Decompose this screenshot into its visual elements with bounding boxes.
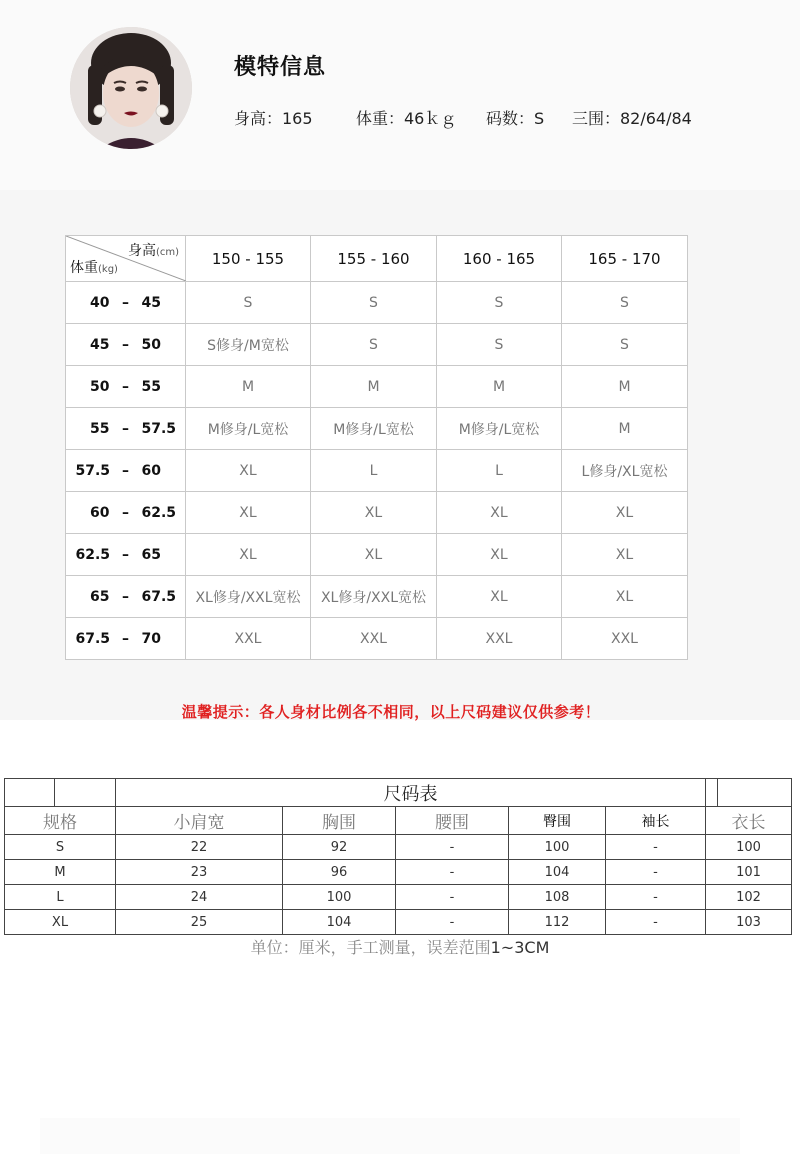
height-range-header: 165 - 170	[562, 236, 688, 282]
cell-length: 102	[706, 885, 792, 910]
height-range-header: 155 - 160	[311, 236, 437, 282]
size-cell: S	[562, 282, 688, 324]
size-cell: XL	[186, 492, 311, 534]
size-chart-row	[5, 860, 792, 885]
size-cell: S修身/M宽松	[186, 324, 311, 366]
weight-range-label: 57.5 – 60	[66, 450, 186, 492]
size-cell: S	[437, 324, 562, 366]
grid-row	[66, 408, 688, 450]
cell-waist: -	[396, 885, 509, 910]
size-cell: L修身/XL宽松	[562, 450, 688, 492]
size-cell: XXL	[562, 618, 688, 660]
col-header-length: 衣长	[706, 807, 792, 835]
title-row-empty-cell	[55, 779, 116, 807]
cell-spec: L	[5, 885, 116, 910]
col-header-sleeve: 袖长	[606, 807, 706, 835]
cell-hip: 112	[509, 910, 606, 935]
grid-row	[66, 576, 688, 618]
unit-note-text: 单位：厘米，手工测量，误差范围	[250, 938, 491, 957]
size-cell: XXL	[437, 618, 562, 660]
height-range-header: 160 - 165	[437, 236, 562, 282]
size-cell: S	[186, 282, 311, 324]
cell-waist: -	[396, 860, 509, 885]
size-cell: XL	[311, 492, 437, 534]
title-row-empty-cell	[718, 779, 792, 807]
size-chart-title-row	[5, 779, 792, 807]
size-cell: M修身/L宽松	[437, 408, 562, 450]
cell-chest: 100	[283, 885, 396, 910]
grid-row	[66, 282, 688, 324]
size-chart-row	[5, 835, 792, 860]
weight-range-label: 40 – 45	[66, 282, 186, 324]
size-cell: XXL	[186, 618, 311, 660]
size-chart-header-row	[5, 807, 792, 835]
size-cell: S	[562, 324, 688, 366]
size-cell: M修身/L宽松	[311, 408, 437, 450]
cell-waist: -	[396, 835, 509, 860]
weight-range-label: 55 – 57.5	[66, 408, 186, 450]
grid-row	[66, 492, 688, 534]
cell-spec: XL	[5, 910, 116, 935]
size-cell: M	[562, 408, 688, 450]
size-cell: S	[437, 282, 562, 324]
model-avatar	[70, 27, 192, 149]
size-recommendation-grid	[65, 235, 688, 660]
size-cell: M	[562, 366, 688, 408]
col-header-spec: 规格	[5, 807, 116, 835]
size-cell: XL	[437, 492, 562, 534]
cell-sleeve: -	[606, 910, 706, 935]
title-row-empty-cell	[5, 779, 55, 807]
grid-row	[66, 324, 688, 366]
size-cell: XL	[437, 534, 562, 576]
model-size: 码数：S	[486, 109, 545, 128]
cell-spec: M	[5, 860, 116, 885]
cell-spec: S	[5, 835, 116, 860]
size-chart-row	[5, 910, 792, 935]
grid-row	[66, 366, 688, 408]
cell-length: 103	[706, 910, 792, 935]
cell-chest: 96	[283, 860, 396, 885]
unit-note	[0, 935, 800, 958]
cell-shoulder: 23	[116, 860, 283, 885]
col-header-shoulder: 小肩宽	[116, 807, 283, 835]
size-cell: XL	[437, 576, 562, 618]
size-tip-text: 温馨提示：各人身材比例各不相同，以上尺码建议仅供参考！	[181, 703, 601, 721]
weight-axis-label: 体重(kg)	[70, 260, 118, 276]
height-axis-label: 身高(cm)	[127, 243, 179, 259]
col-header-waist: 腰围	[396, 807, 509, 835]
size-cell: S	[311, 282, 437, 324]
height-range-header: 150 - 155	[186, 236, 311, 282]
size-chart-title: 尺码表	[116, 779, 706, 807]
weight-range-label: 50 – 55	[66, 366, 186, 408]
cell-hip: 108	[509, 885, 606, 910]
size-chart-row	[5, 885, 792, 910]
size-cell: M	[311, 366, 437, 408]
cell-chest: 92	[283, 835, 396, 860]
col-header-chest: 胸围	[283, 807, 396, 835]
grid-corner-cell	[66, 236, 186, 282]
grid-row	[66, 618, 688, 660]
grid-row	[66, 534, 688, 576]
cell-sleeve: -	[606, 885, 706, 910]
size-cell: XL	[186, 534, 311, 576]
cell-shoulder: 25	[116, 910, 283, 935]
cell-chest: 104	[283, 910, 396, 935]
cell-hip: 100	[509, 835, 606, 860]
size-cell: L	[311, 450, 437, 492]
size-cell: XL	[186, 450, 311, 492]
weight-range-label: 62.5 – 65	[66, 534, 186, 576]
size-cell: XL	[562, 492, 688, 534]
weight-range-label: 67.5 – 70	[66, 618, 186, 660]
model-height: 身高：165	[234, 109, 313, 128]
cell-waist: -	[396, 910, 509, 935]
bottom-background	[40, 1118, 740, 1154]
grid-header-row	[66, 236, 688, 282]
grid-row	[66, 450, 688, 492]
weight-range-label: 60 – 62.5	[66, 492, 186, 534]
model-measurements: 三围：82/64/84	[572, 109, 692, 128]
size-cell: XL修身/XXL宽松	[186, 576, 311, 618]
cell-length: 100	[706, 835, 792, 860]
size-cell: L	[437, 450, 562, 492]
unit-note-range: 1~3CM	[490, 938, 550, 957]
cell-length: 101	[706, 860, 792, 885]
col-header-hip: 臀围	[509, 807, 606, 835]
size-cell: XL	[562, 576, 688, 618]
cell-hip: 104	[509, 860, 606, 885]
weight-range-label: 65 – 67.5	[66, 576, 186, 618]
size-cell: XL	[562, 534, 688, 576]
size-cell: XL	[311, 534, 437, 576]
model-info-title: 模特信息	[234, 55, 327, 80]
cell-shoulder: 22	[116, 835, 283, 860]
size-cell: M	[186, 366, 311, 408]
cell-sleeve: -	[606, 860, 706, 885]
cell-shoulder: 24	[116, 885, 283, 910]
size-chart-table	[4, 778, 792, 935]
model-weight: 体重：46ｋｇ	[356, 109, 457, 128]
size-cell: XXL	[311, 618, 437, 660]
cell-sleeve: -	[606, 835, 706, 860]
size-cell: M	[437, 366, 562, 408]
weight-range-label: 45 – 50	[66, 324, 186, 366]
size-cell: S	[311, 324, 437, 366]
size-cell: M修身/L宽松	[186, 408, 311, 450]
title-row-empty-cell	[706, 779, 718, 807]
size-cell: XL修身/XXL宽松	[311, 576, 437, 618]
